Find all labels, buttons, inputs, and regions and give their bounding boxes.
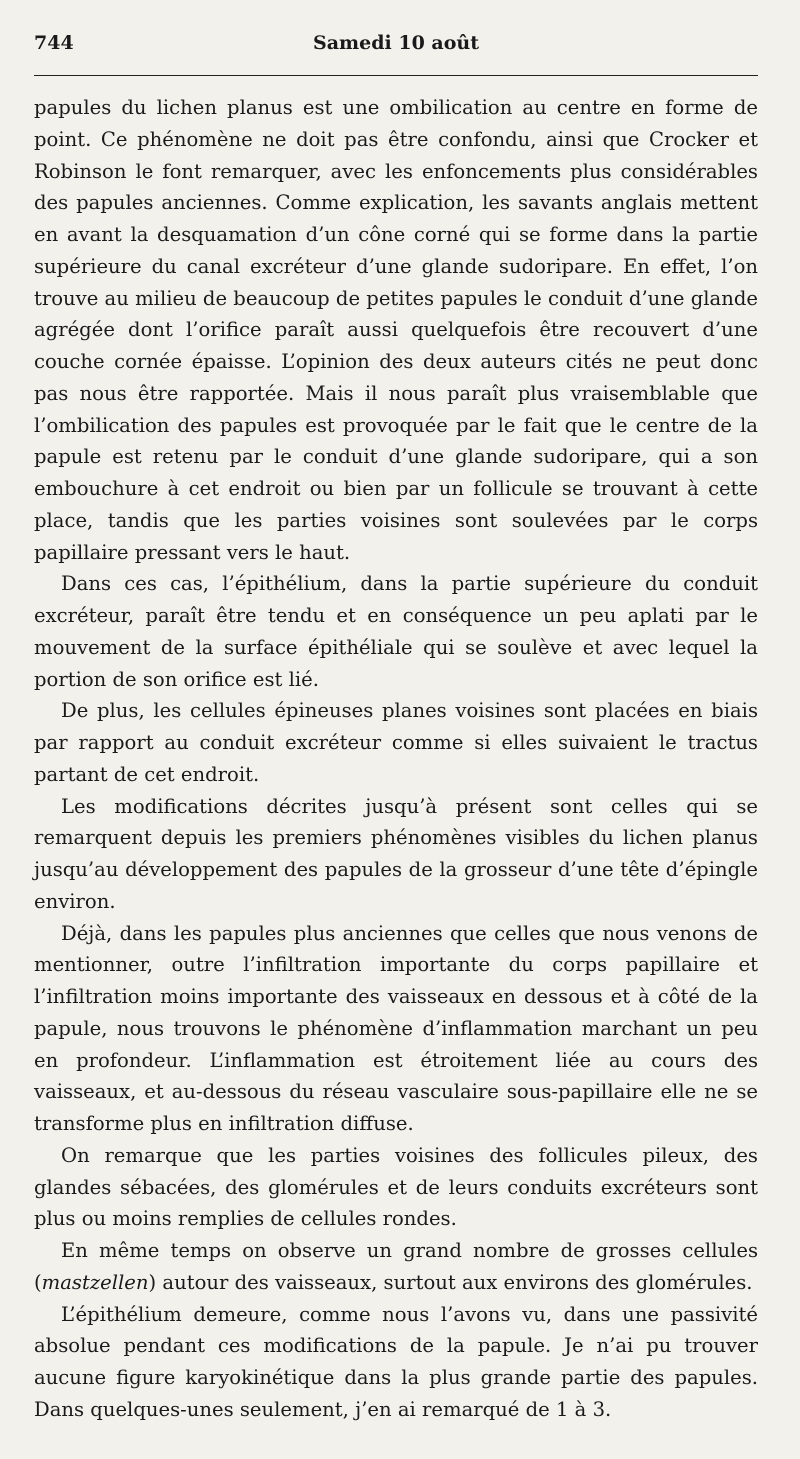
page-number: 744 [34,32,74,54]
page-header [34,32,758,60]
paragraph [34,1235,758,1299]
italic-term: mastzellen [41,1270,149,1294]
paragraph: Déjà, dans les papules plus anciennes que celles que nous venons de mentionner, outre l’infiltration importante du corps papillaire et l’infiltration moins importante des vaisseaux en dessous et à côté de la papule, nous trouvons le phénomène d’inflammation marchant un peu en profondeur. L’inflammation est étroitement liée au cours des vaisseaux, et au-dessous du réseau vasculaire sous-papillaire elle ne se transforme plus en infiltration diffuse. [34,921,758,1135]
paragraph: De plus, les cellules épineuses planes voisines sont placées en biais par rapport au conduit excréteur comme si elles suivaient le tractus partant de cet endroit. [34,699,758,786]
paragraph-continued: papules du lichen planus est une ombilication au centre en forme de point. Ce phénomène ne doit pas être confondu, ainsi que Crocker et Robinson le font remarquer, avec les enfoncements plus considérables des papules anciennes. Comme explication, les savants anglais mettent en avant la desquamation d’un cône corné qui se forme dans la partie supérieure du canal excréteur d’une glande sudoripare. En effet, l’on trouve au milieu de beaucoup de petites papules le conduit d’une glande agrégée dont l’orifice paraît aussi quelquefois être recouvert d’une couche cornée épaisse. L’opinion des deux auteurs cités ne peut donc pas nous être rapportée. Mais il nous paraît plus vraisemblable que l’ombilication des papules est provoquée par le fait que le centre de la papule est retenu par le conduit d’une glande sudoripare, qui a son embouchure à cet endroit ou bien par un follicule se trouvant à cette place, tandis que les parties voisines sont soulevées par le corps papillaire pressant vers le haut. [34,96,758,564]
text-run: ) autour des vaisseaux, surtout aux environs des glomérules. [148,1270,753,1294]
paragraph: Les modifications décrites jusqu’à présent sont celles qui se remarquent depuis les premiers phénomènes visibles du lichen planus jusqu’au développement des papules de la grosseur d’une tête d’épingle environ. [34,794,758,913]
paragraph: Dans ces cas, l’épithélium, dans la partie supérieure du conduit excréteur, paraît être tendu et en conséquence un peu aplati par le mouvement de la surface épithéliale qui se soulève et avec lequel la portion de son orifice est lié. [34,572,758,691]
running-head: Samedi 10 août [313,32,479,54]
paragraph: On remarque que les parties voisines des follicules pileux, des glandes sébacées, des glomérules et de leurs conduits excréteurs sont plus ou moins remplies de cellules rondes. [34,1143,758,1231]
paragraph: L’épithélium demeure, comme nous l’avons vu, dans une passivité absolue pendant ces modifications de la papule. Je n’ai pu trouver aucune figure karyokinétique dans la plus grande partie des papules. Dans quelques-unes seulement, j’en ai remarqué de 1 à 3. [34,1302,758,1421]
body-text [34,92,758,1426]
text-run: En même temps on observe un grand nombre de grosses cellules ( [34,1239,758,1294]
header-rule [34,75,758,76]
